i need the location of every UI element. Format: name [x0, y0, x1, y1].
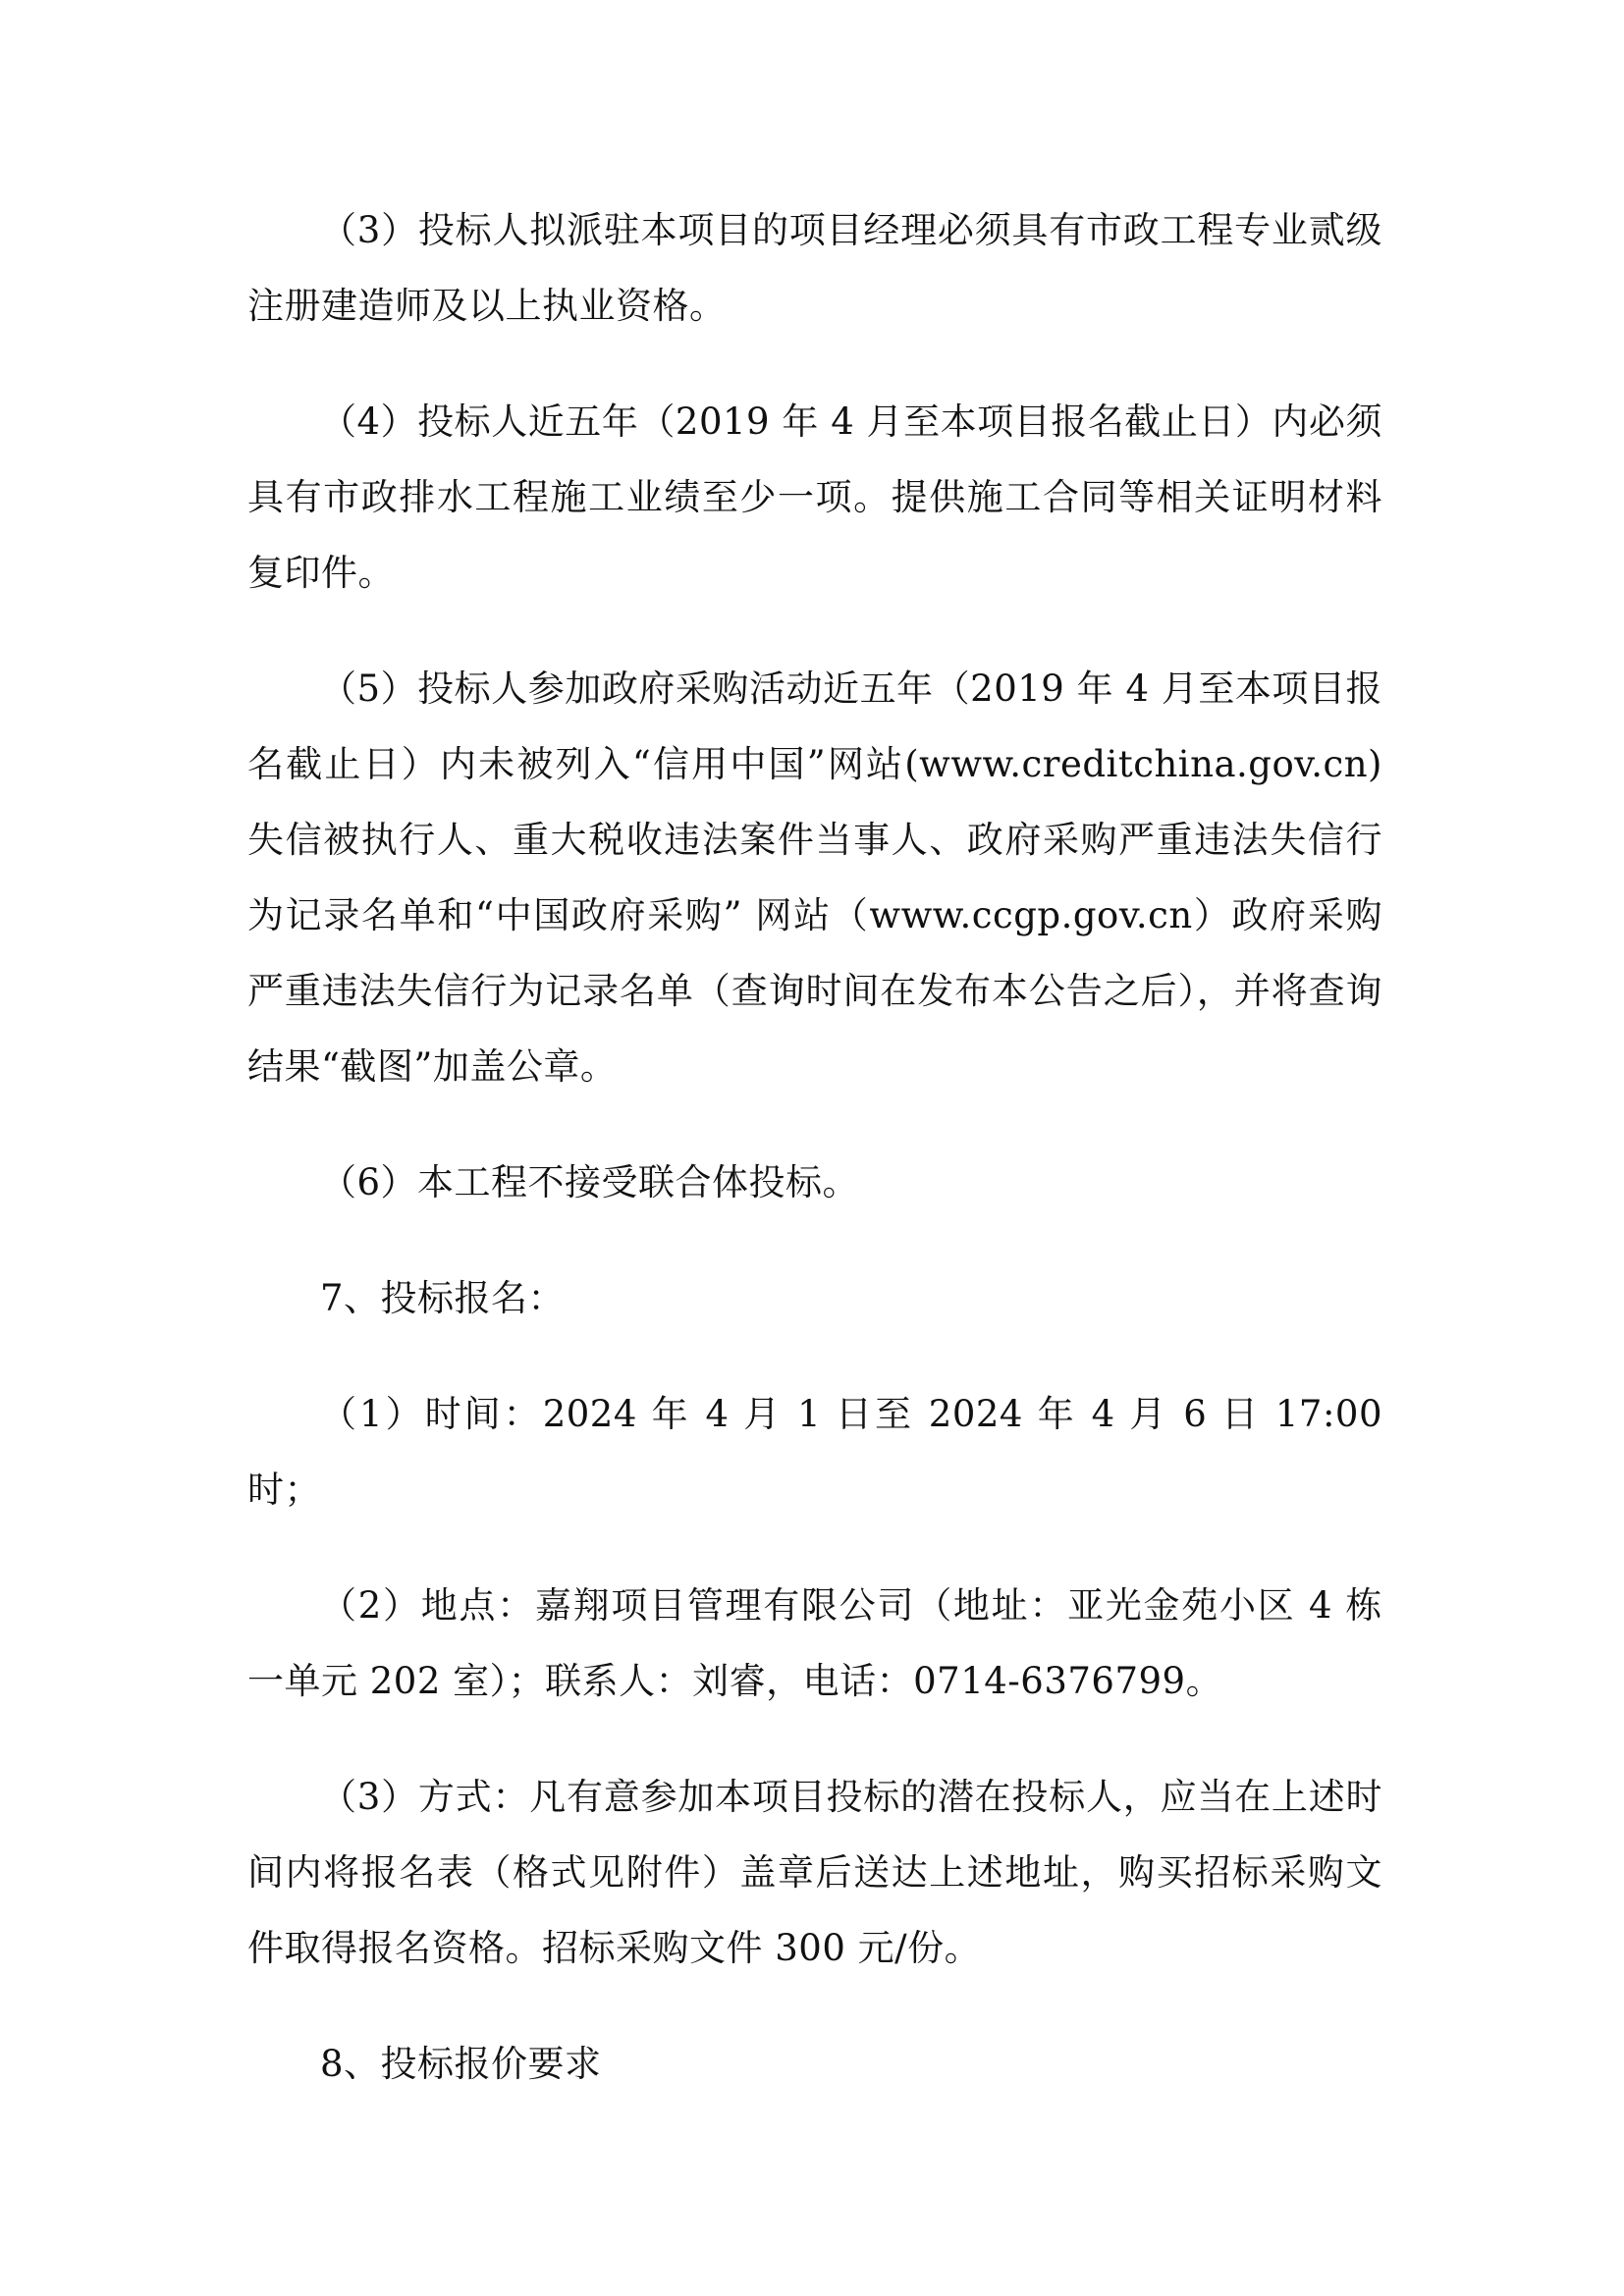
paragraph-registration-location: （2）地点：嘉翔项目管理有限公司（地址：亚光金苑小区 4 栋一单元 202 室）；联系人：刘睿，电话：0714-6376799。 — [247, 1584, 1382, 1702]
paragraph-requirement-5: （5）投标人参加政府采购活动近五年（2019 年 4 月至本项目报名截止日）内未被列入“信用中国”网站(www.creditchina.gov.cn)失信被执行人、重大税收违法案件当事人、政府采购严重违法失信行为记录名单和“中国政府采购” 网站（www.ccgp.gov.cn）政府采购严重违法失信行为记录名单（查询时间在发布本公告之后），并将查询结果“截图”加盖公章。 — [247, 667, 1382, 1088]
section-heading-registration: 7、投标报名： — [320, 1277, 566, 1319]
paragraph-requirement-6: （6）本工程不接受联合体投标。 — [320, 1161, 860, 1203]
section-heading-bid-price: 8、投标报价要求 — [320, 2043, 602, 2085]
paragraph-requirement-4: （4）投标人近五年（2019 年 4 月至本项目报名截止日）内必须具有市政排水工程施工业绩至少一项。提供施工合同等相关证明材料复印件。 — [247, 400, 1382, 594]
paragraph-registration-method: （3）方式：凡有意参加本项目投标的潜在投标人，应当在上述时间内将报名表（格式见附件）盖章后送达上述地址，购买招标采购文件取得报名资格。招标采购文件 300 元/份。 — [247, 1776, 1382, 1969]
paragraph-requirement-3: （3）投标人拟派驻本项目的项目经理必须具有市政工程专业贰级注册建造师及以上执业资格。 — [247, 209, 1382, 327]
document-body — [247, 192, 1382, 2102]
paragraph-registration-time: （1）时间：2024 年 4 月 1 日至 2024 年 4 月 6 日 17:00 时； — [247, 1393, 1382, 1511]
